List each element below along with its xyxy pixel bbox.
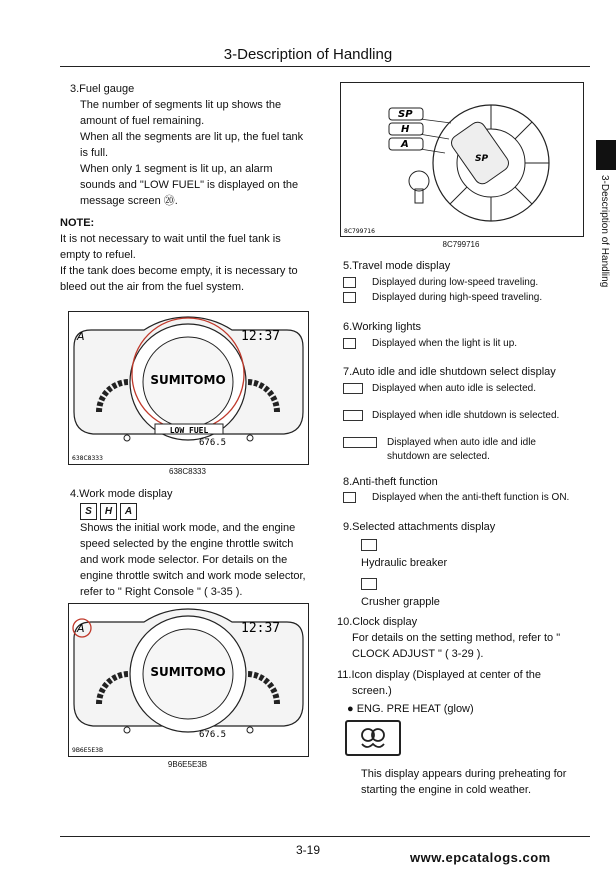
- fuel-gauge-text: [80, 97, 303, 209]
- brand-text: SUMITOMO: [150, 373, 226, 387]
- auto-idle-shutdown-line: Displayed when auto idle and idle: [387, 437, 536, 448]
- figure-code: 638C8333: [72, 455, 103, 462]
- figure-caption: 638C8333: [169, 467, 206, 476]
- chapter-tab-label: 3-Description of Handling: [599, 175, 610, 288]
- travel-heading: 5.Travel mode display: [343, 260, 451, 272]
- work-mode-line: speed selected by the engine throttle switch: [80, 538, 294, 550]
- auto-idle-shutdown-icon: [343, 437, 377, 448]
- selector-figure: [340, 82, 584, 237]
- fuel-line: amount of fuel remaining.: [80, 115, 205, 127]
- note-line: empty to refuel.: [60, 249, 136, 261]
- hour-meter: 676.5: [199, 730, 227, 740]
- glow-plug-icon: [345, 720, 401, 756]
- preheat-text: [361, 766, 566, 798]
- fuel-gauge-heading: 3.Fuel gauge: [70, 83, 135, 95]
- icon-display-heading-cont: screen.): [352, 685, 392, 697]
- lock-icon: [343, 492, 356, 503]
- clock-line: For details on the setting method, refer to ": [352, 632, 561, 644]
- mode-h-icon: H: [100, 503, 117, 520]
- clock-line: CLOCK ADJUST " ( 3-29 ).: [352, 648, 484, 660]
- mode-s-icon: S: [80, 503, 97, 520]
- work-mode-line: refer to " Right Console " ( 3-35 ).: [80, 586, 243, 598]
- work-mode-heading: 4.Work mode display: [70, 488, 173, 500]
- work-mode-text: [80, 520, 306, 600]
- mode-a-icon: A: [120, 503, 137, 520]
- travel-high-text: Displayed during high-speed traveling.: [372, 292, 543, 303]
- chapter-tab-marker: [596, 140, 616, 170]
- icon-display-heading: 11.Icon display (Displayed at center of the: [337, 669, 542, 681]
- watermark: www.epcatalogs.com: [410, 850, 551, 865]
- work-mode-line: engine throttle switch and work mode selector,: [80, 570, 306, 582]
- page-title: 3-Description of Handling: [223, 46, 393, 63]
- label-a: A: [401, 139, 409, 150]
- clock-readout: 12:37: [241, 621, 281, 636]
- auto-idle-shutdown-line: shutdown are selected.: [387, 451, 490, 462]
- work-light-icon: [343, 338, 356, 349]
- work-mode-line: Shows the initial work mode, and the engine: [80, 522, 296, 534]
- work-mode-icons: [80, 503, 140, 520]
- note-line: If the tank does become empty, it is necessary to: [60, 265, 298, 277]
- rabbit-icon: [343, 292, 356, 303]
- fuel-line: message screen ⑳.: [80, 195, 178, 207]
- dial-sp-label: SP: [475, 154, 489, 164]
- note-heading: NOTE:: [60, 217, 95, 229]
- lights-heading: 6.Working lights: [343, 321, 422, 333]
- attachments-heading: 9.Selected attachments display: [343, 521, 496, 533]
- fuel-line: is full.: [80, 147, 109, 159]
- auto-idle-icon: [343, 383, 363, 394]
- low-fuel-message: LOW FUEL: [169, 426, 209, 435]
- dashboard-figure-work-mode: [68, 603, 309, 757]
- figure-code: 9B6E5E3B: [72, 747, 104, 754]
- clock-text: [352, 630, 560, 662]
- breaker-label: Hydraulic breaker: [361, 557, 448, 569]
- figure-caption: 8C799716: [442, 240, 480, 249]
- clock-readout: 12:37: [241, 329, 281, 344]
- auto-idle-shutdown-text: [387, 436, 536, 464]
- anti-theft-heading: 8.Anti-theft function: [343, 476, 438, 488]
- idle-shutdown-text: Displayed when idle shutdown is selected.: [372, 410, 560, 421]
- idle-shutdown-icon: [343, 410, 363, 421]
- mode-a-icon: A: [77, 622, 85, 635]
- lights-text: Displayed when the light is lit up.: [372, 338, 518, 349]
- clock-heading: 10.Clock display: [337, 616, 418, 628]
- fuel-line: When only 1 segment is lit up, an alarm: [80, 163, 273, 175]
- label-sp: SP: [398, 109, 413, 120]
- fuel-line: sounds and "LOW FUEL" is displayed on the: [80, 179, 299, 191]
- anti-theft-text: Displayed when the anti-theft function is ON.: [372, 492, 570, 503]
- page-number: 3-19: [295, 843, 321, 857]
- chapter-tab: [596, 175, 614, 295]
- mode-a-icon: A: [77, 330, 85, 343]
- dashboard-illustration: [69, 604, 308, 756]
- note-line: bleed out the air from the fuel system.: [60, 281, 245, 293]
- turtle-icon: [343, 277, 356, 288]
- brand-text: SUMITOMO: [150, 665, 226, 679]
- dashboard-figure-low-fuel: [68, 311, 309, 465]
- figure-caption: 9B6E5E3B: [167, 760, 208, 769]
- breaker-icon: [361, 539, 377, 551]
- preheat-label: ENG. PRE HEAT (glow): [356, 703, 474, 715]
- auto-idle-text: Displayed when auto idle is selected.: [372, 383, 536, 394]
- dashboard-illustration: [69, 312, 308, 464]
- hour-meter: 676.5: [199, 438, 227, 448]
- work-mode-line: and work mode selector. For details on the: [80, 554, 288, 566]
- auto-idle-heading: 7.Auto idle and idle shutdown select display: [343, 366, 556, 378]
- note-line: It is not necessary to wait until the fuel tank is: [60, 233, 281, 245]
- figure-code: 8C799716: [344, 228, 375, 235]
- header-rule: [60, 66, 590, 67]
- note-text: [60, 231, 298, 295]
- fuel-line: The number of segments lit up shows the: [80, 99, 282, 111]
- bullet-icon: ●: [347, 703, 354, 715]
- footer-rule: [60, 836, 590, 837]
- travel-low-text: Displayed during low-speed traveling.: [372, 277, 539, 288]
- preheat-line: This display appears during preheating for: [361, 768, 567, 780]
- grapple-icon: [361, 578, 377, 590]
- label-h: H: [401, 124, 410, 135]
- preheat-line: starting the engine in cold weather.: [361, 784, 532, 796]
- glow-plug-icon-graphic: [347, 722, 399, 754]
- bullet-item: [347, 701, 474, 717]
- fuel-line: When all the segments are lit up, the fuel tank: [80, 131, 304, 143]
- mode-selector-illustration: [341, 83, 583, 236]
- grapple-label: Crusher grapple: [361, 596, 440, 608]
